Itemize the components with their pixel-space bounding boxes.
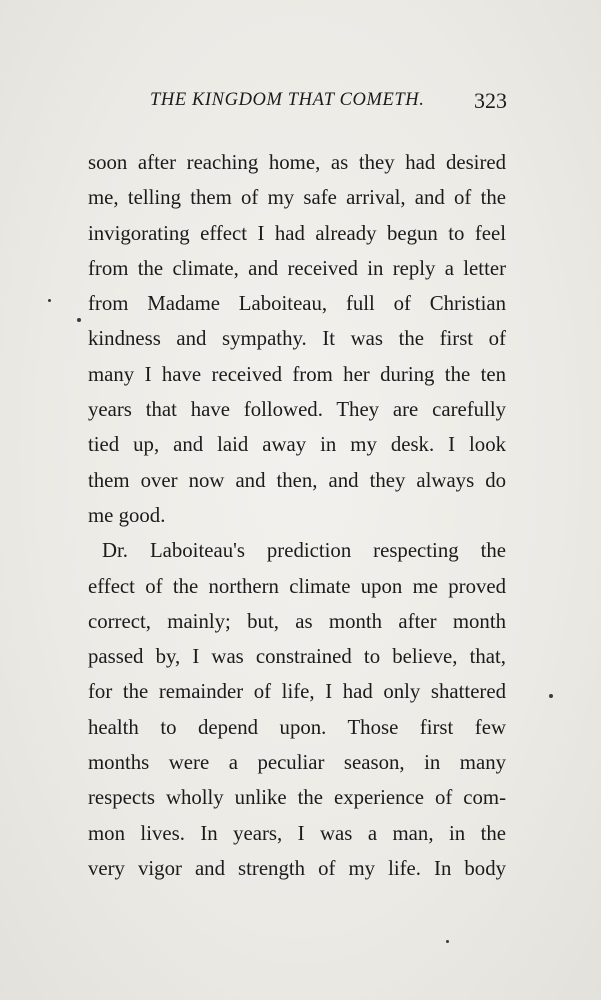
ink-speck	[48, 299, 51, 302]
text-line: invigorating effect I had already begun to feel	[88, 221, 506, 245]
paragraph-start-line: Dr. Laboiteau's prediction respecting the	[102, 539, 506, 563]
page-number: 323	[474, 88, 507, 113]
ink-speck	[77, 318, 81, 322]
text-line: passed by, I was constrained to believe, that,	[88, 645, 506, 669]
text-line: kindness and sympathy. It was the first of	[88, 327, 506, 351]
text-line: mon lives. In years, I was a man, in the	[88, 821, 506, 845]
running-head	[0, 90, 601, 120]
text-line: very vigor and strength of my life. In body	[88, 856, 506, 880]
paragraph-end-line: me good.	[88, 503, 166, 527]
text-line: me, telling them of my safe arrival, and of the	[88, 186, 506, 210]
text-line: from the climate, and received in reply a letter	[88, 256, 506, 280]
text-line: correct, mainly; but, as month after month	[88, 609, 506, 633]
text-line: effect of the northern climate upon me proved	[88, 574, 506, 598]
running-head-title: THE KINGDOM THAT COMETH.	[150, 90, 425, 110]
text-line: health to depend upon. Those first few	[88, 715, 506, 739]
text-line: years that have followed. They are carefully	[88, 398, 506, 422]
text-line: respects wholly unlike the experience of com-	[88, 786, 506, 810]
text-line: many I have received from her during the ten	[88, 362, 506, 386]
body-text	[88, 145, 506, 886]
text-line: months were a peculiar season, in many	[88, 751, 506, 775]
text-line: from Madame Laboiteau, full of Christian	[88, 292, 506, 316]
ink-speck	[549, 694, 553, 698]
text-line: tied up, and laid away in my desk. I look	[88, 433, 506, 457]
text-line: for the remainder of life, I had only shattered	[88, 680, 506, 704]
ink-speck	[446, 940, 449, 943]
text-line: soon after reaching home, as they had desired	[88, 151, 506, 174]
text-line: them over now and then, and they always do	[88, 468, 506, 492]
